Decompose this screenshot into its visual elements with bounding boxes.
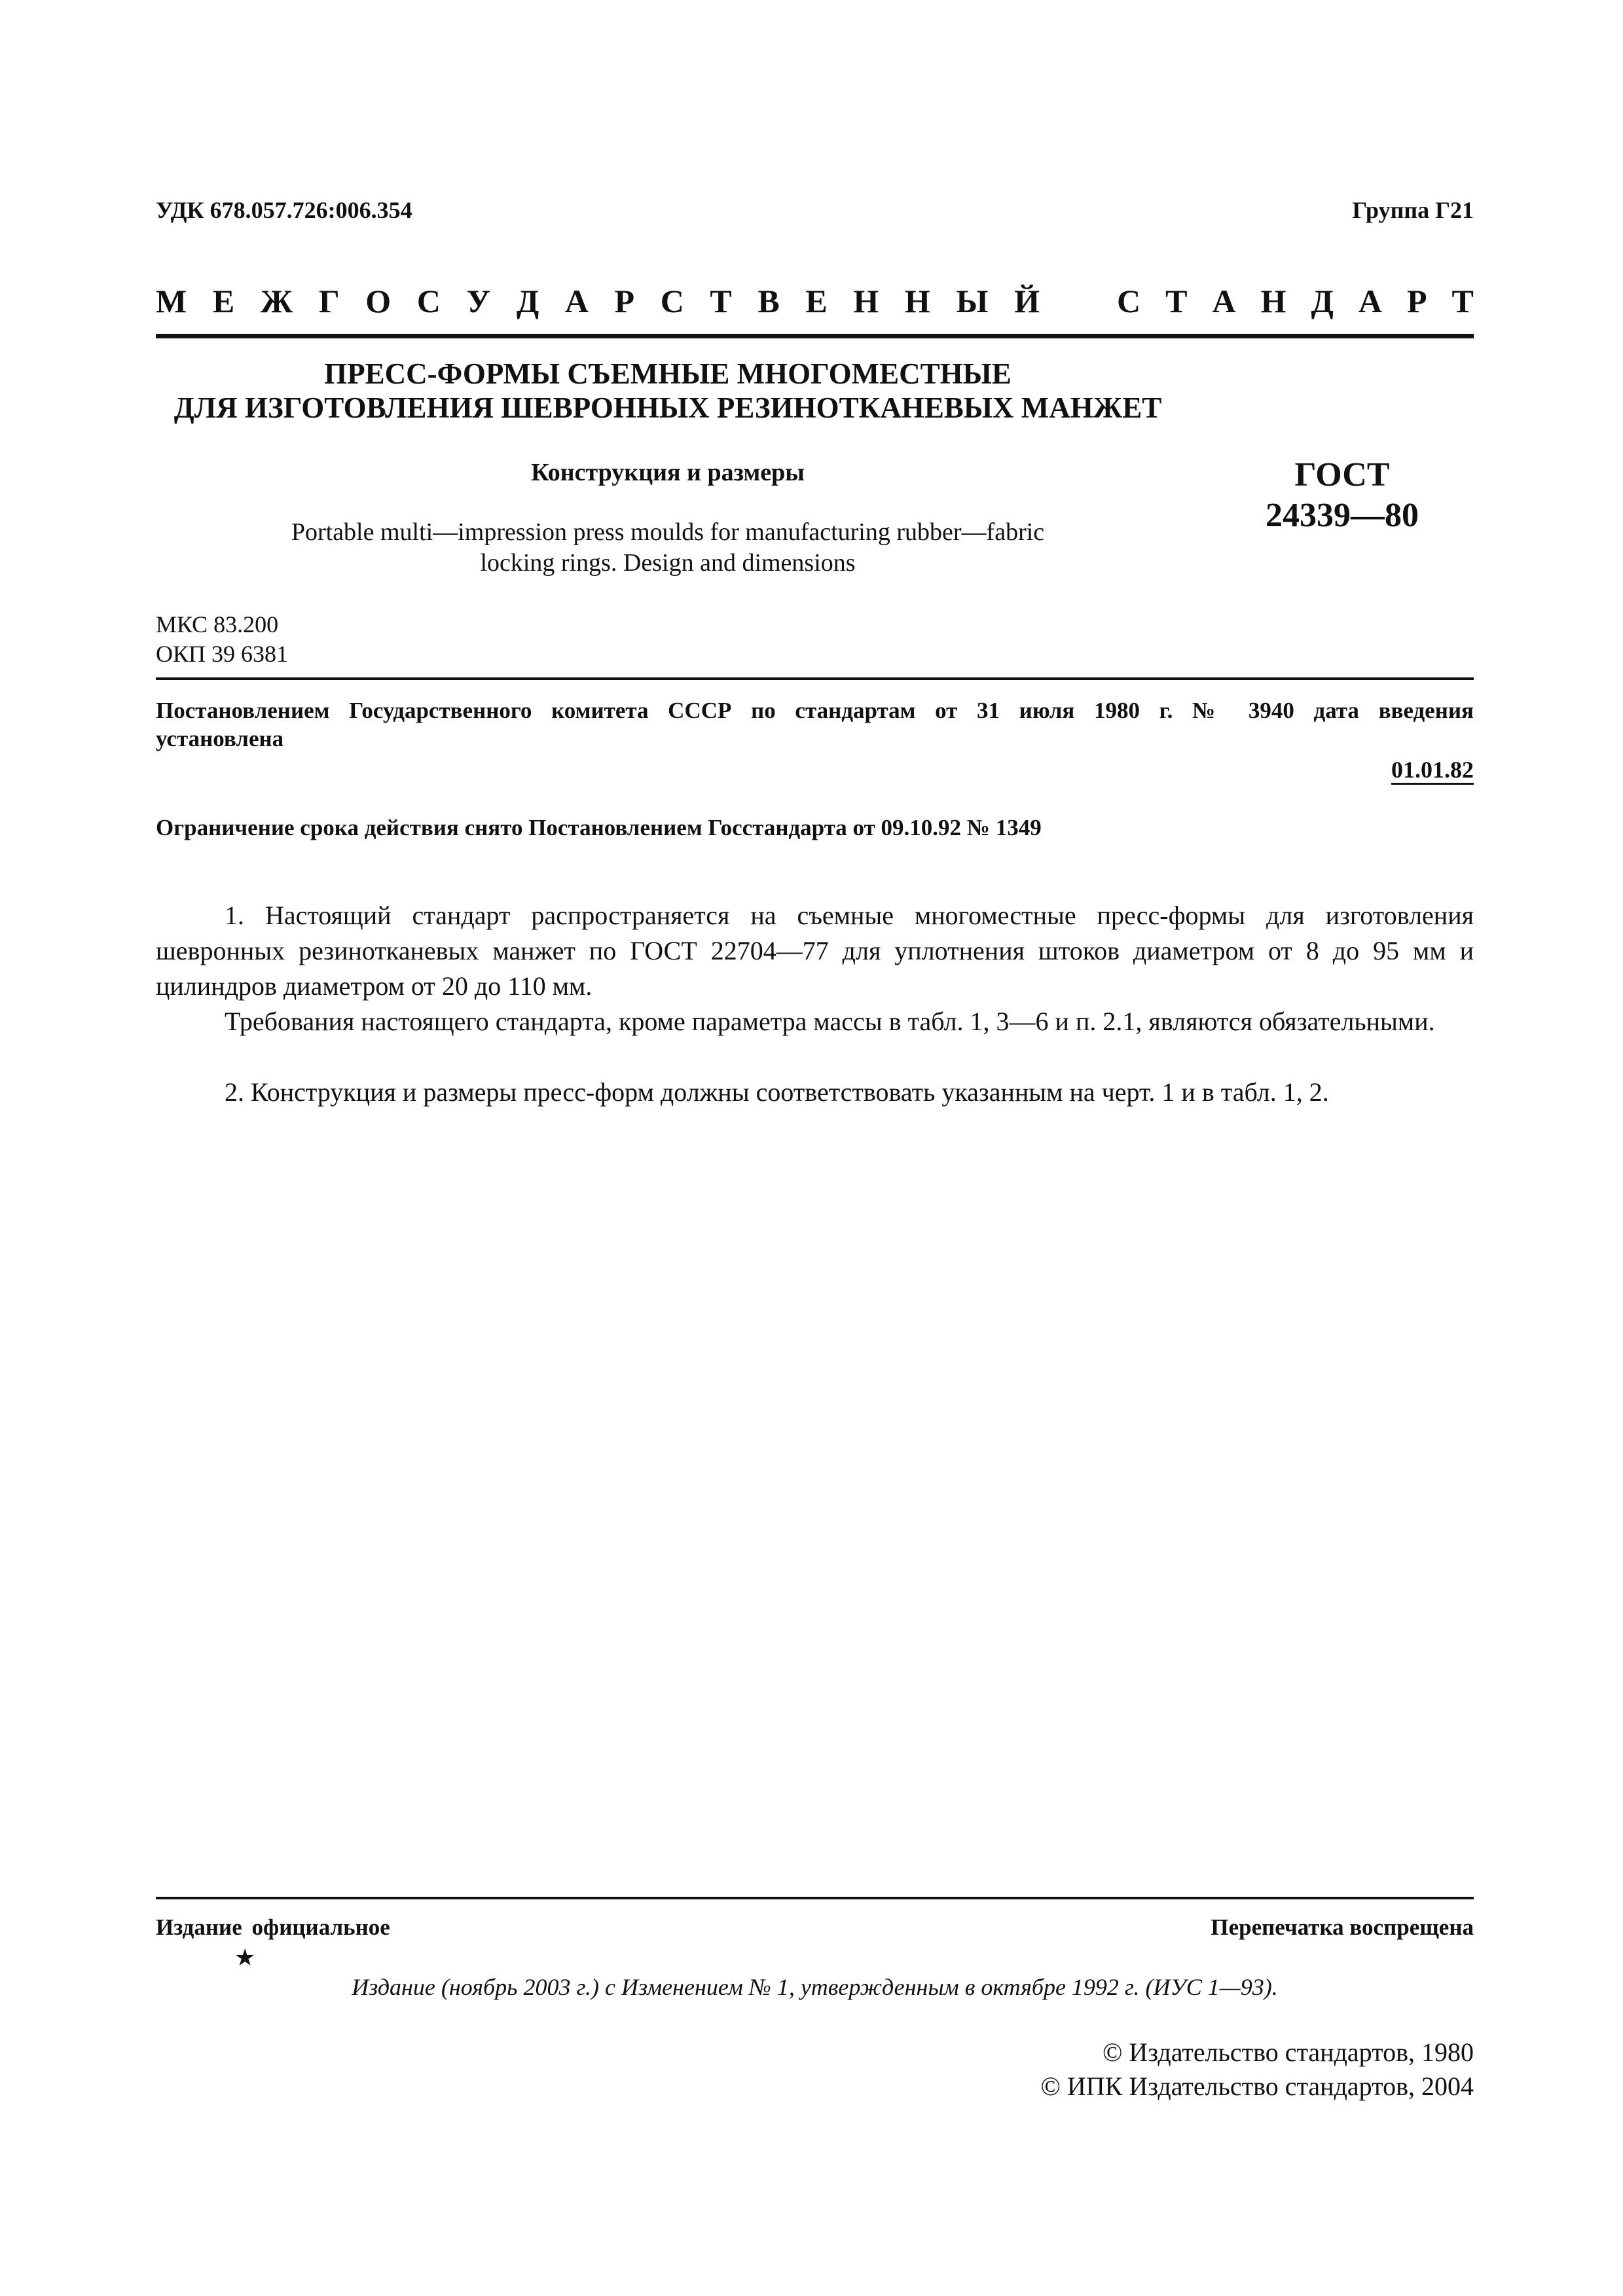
english-title-line-2: locking rings. Design and dimensions xyxy=(480,549,856,577)
paragraph-text: Требования настоящего стандарта, кроме параметра массы в табл. 1, 3—6 и п. 2.1, являются обязательными. xyxy=(225,1007,1435,1036)
document-title xyxy=(157,357,1178,425)
banner-word-standard xyxy=(1117,285,1474,317)
classification-codes xyxy=(156,610,288,669)
body-paragraph-1 xyxy=(156,898,1474,1004)
body-paragraph-3 xyxy=(156,1075,1474,1110)
banner-rule xyxy=(156,334,1474,338)
banner-letter: Д xyxy=(516,283,539,319)
okp-code: ОКП 39 6381 xyxy=(156,641,289,667)
restriction-note: Ограничение срока действия снято Постановлением Госстандарта от 09.10.92 № 1349 xyxy=(156,815,1042,840)
banner-letter: А xyxy=(1212,283,1236,319)
mks-code: МКС 83.200 xyxy=(156,611,279,637)
banner-letter: В xyxy=(757,283,780,319)
introduction-date: 01.01.82 xyxy=(1391,757,1474,783)
banner-letter: Ж xyxy=(260,283,293,319)
gost-number: 24339—80 xyxy=(1266,497,1419,534)
gost-label: ГОСТ xyxy=(1294,456,1390,493)
banner-letter: Т xyxy=(1165,283,1188,319)
english-title-line-1: Portable multi—impression press moulds for manufacturing rubber—fabric xyxy=(291,518,1045,546)
section-rule xyxy=(156,677,1474,680)
edition-note: Издание (ноябрь 2003 г.) с Изменением № 1, утвержденным в октябре 1992 г. (ИУС 1—93). xyxy=(352,1974,1278,2000)
banner-letter: Ы xyxy=(956,283,989,319)
gost-designation xyxy=(1231,455,1453,536)
copyright-line-2: © ИПК Издательство стандартов, 2004 xyxy=(1040,2072,1474,2101)
body-paragraph-2 xyxy=(156,1004,1474,1039)
banner-letter: С xyxy=(1117,283,1141,319)
banner-letter: Т xyxy=(710,283,732,319)
document-subtitle: Конструкция и размеры xyxy=(531,459,805,486)
banner-letter: Г xyxy=(318,283,340,319)
decree-line-1: Постановлением Государственного комитета СССР по стандартам от 31 июля 1980 г. № 3940 дата введения xyxy=(156,698,1474,723)
banner-letter: У xyxy=(466,283,491,319)
star-icon: ★ xyxy=(234,1945,256,1971)
official-edition-label: Издание официальное xyxy=(156,1914,390,1940)
banner-word-interstate xyxy=(156,285,1040,317)
standard-banner xyxy=(156,285,1474,317)
banner-letter: Е xyxy=(212,283,235,319)
banner-letter: Н xyxy=(904,283,930,319)
copyright-line-1: © Издательство стандартов, 1980 xyxy=(1102,2037,1474,2067)
banner-letter: Р xyxy=(614,283,635,319)
banner-letter: С xyxy=(660,283,684,319)
group-code: Группа Г21 xyxy=(1352,197,1474,223)
decree-line-2: установлена xyxy=(156,726,284,751)
footer-rule xyxy=(156,1897,1474,1899)
banner-letter: Т xyxy=(1451,283,1474,319)
banner-letter: Н xyxy=(1260,283,1286,319)
banner-letter: Е xyxy=(805,283,828,319)
paragraph-text: 1. Настоящий стандарт распространяется на съемные многоместные пресс-формы для изготовления шевронных резинотканевых манжет по ГОСТ 22704—77 для уплотнения штоков диаметром от 8 до 95 мм и цилиндров диаметром от 20 до 110 мм. xyxy=(156,901,1474,1001)
udk-code: УДК 678.057.726:006.354 xyxy=(156,197,412,223)
banner-letter: Н xyxy=(853,283,879,319)
banner-letter: Й xyxy=(1014,283,1040,319)
reprint-prohibited-label: Перепечатка воспрещена xyxy=(1211,1914,1474,1940)
copyright-block xyxy=(851,2036,1474,2104)
title-line-2: ДЛЯ ИЗГОТОВЛЕНИЯ ШЕВРОННЫХ РЕЗИНОТКАНЕВЫХ МАНЖЕТ xyxy=(173,391,1162,424)
english-title xyxy=(157,517,1178,579)
banner-letter: Р xyxy=(1407,283,1427,319)
banner-letter: С xyxy=(416,283,441,319)
banner-letter: А xyxy=(1358,283,1382,319)
banner-letter: О xyxy=(365,283,392,319)
banner-letter: Д xyxy=(1311,283,1334,319)
title-line-1: ПРЕСС-ФОРМЫ СЪЕМНЫЕ МНОГОМЕСТНЫЕ xyxy=(324,357,1012,390)
banner-letter: А xyxy=(564,283,589,319)
banner-letter: М xyxy=(156,283,187,319)
paragraph-text: 2. Конструкция и размеры пресс-форм должны соответствовать указанным на черт. 1 и в табл. 1, 2. xyxy=(225,1077,1329,1107)
